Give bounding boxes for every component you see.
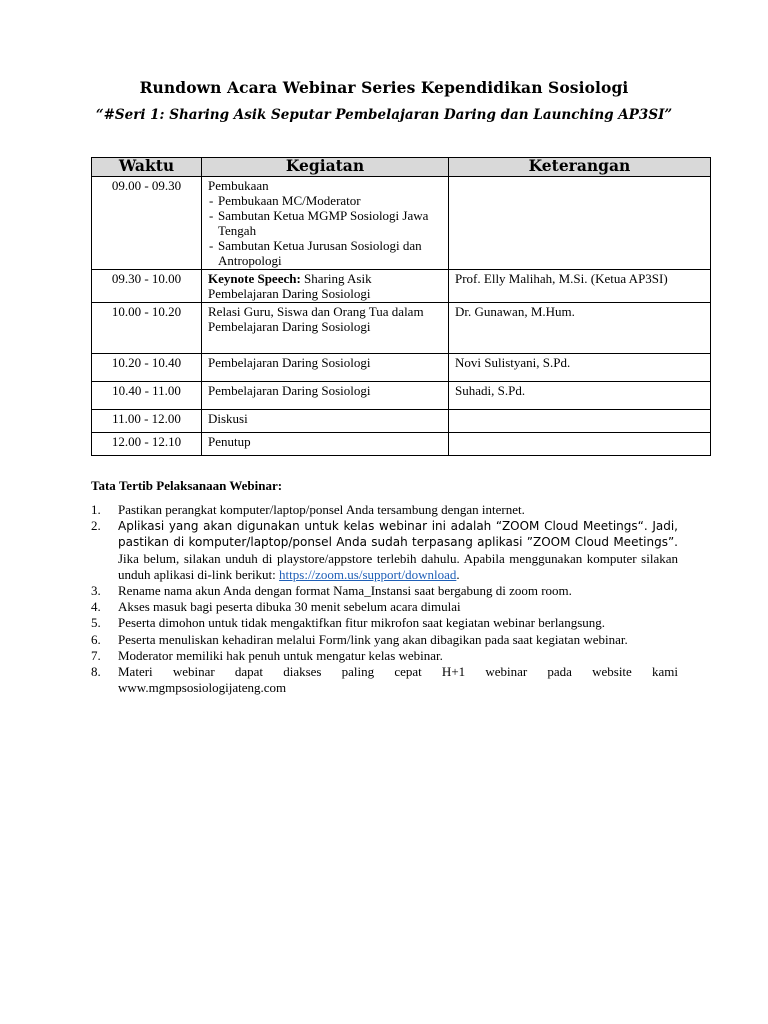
item-text: Peserta dimohon untuk tidak mengaktifkan fitur mikrofon saat kegiatan webinar berlangsung. [118,615,606,631]
list-item [91,518,678,583]
item-number: 3. [91,583,101,599]
item-number: 4. [91,599,101,615]
list-item [91,599,678,615]
list-item [91,648,678,664]
time-cell: 09.30 - 10.00 [92,270,202,303]
note-cell [449,177,711,270]
list-item [91,664,678,696]
note-cell: Novi Sulistyani, S.Pd. [449,354,711,382]
table-row [92,303,711,354]
list-item: - Sambutan Ketua MGMP Sosiologi Jawa Tengah [208,208,442,238]
table-row [92,410,711,433]
item-text: Rename nama akun Anda dengan format Nama_Instansi saat bergabung di zoom room. [118,583,572,599]
item-text: Peserta menuliskan kehadiran melalui Form/link yang akan dibagikan pada saat kegiatan webinar. [118,631,628,647]
activity-cell: Pembelajaran Daring Sosiologi [202,354,449,382]
activity-cell: Diskusi [202,410,449,433]
time-cell: 09.00 - 09.30 [92,177,202,270]
time-cell: 11.00 - 12.00 [92,410,202,433]
list-item [91,583,678,599]
time-cell: 10.00 - 10.20 [92,303,202,354]
item-text-end: . [456,566,460,582]
table-header-row [92,158,711,177]
list-item [91,615,678,631]
time-cell: 10.20 - 10.40 [92,354,202,382]
document-subtitle: “#Seri 1: Sharing Asik Seputar Pembelajaran Daring dan Launching AP3SI” [95,107,673,123]
rules-title: Tata Tertib Pelaksanaan Webinar: [91,478,283,493]
note-cell: Suhadi, S.Pd. [449,382,711,410]
item-number: 6. [91,631,101,647]
activity-cell [202,177,449,270]
table-row [92,433,711,456]
item-text: Pastikan perangkat komputer/laptop/ponsel Anda tersambung dengan internet. [118,502,525,517]
activity-text: Sharing Asik Pembelajaran Daring Sosiologi [208,271,372,301]
header-kegiatan: Kegiatan [202,158,449,177]
rundown-table [91,157,711,456]
item-number: 2. [91,518,101,534]
table-row [92,270,711,303]
table-row [92,382,711,410]
item-text: Akses masuk bagi peserta dibuka 30 menit sebelum acara dimulai [118,599,461,615]
keynote-label: Keynote Speech: [208,271,301,286]
item-number: 8. [91,664,101,680]
activity-cell [202,270,449,303]
item-number: 1. [91,502,101,517]
item-number: 7. [91,647,101,663]
item-text: Aplikasi yang akan digunakan untuk kelas webinar ini adalah “ZOOM Cloud Meetings“. Jadi, pastikan di komputer/laptop/ponsel Anda sudah terpasang aplikasi ”ZOOM Cloud Meetings”. [118,519,678,550]
table-row [92,177,711,270]
activity-cell: Pembelajaran Daring Sosiologi [202,382,449,410]
table-row [92,354,711,382]
header-waktu: Waktu [92,158,202,177]
item-text: Moderator memiliki hak penuh untuk mengatur kelas webinar. [118,647,443,663]
list-item: - Sambutan Ketua Jurusan Sosiologi dan Antropologi [208,238,442,268]
document-title: Rundown Acara Webinar Series Kependidikan Sosiologi [139,78,629,97]
rules-list [91,502,678,696]
header-keterangan: Keterangan [449,158,711,177]
note-cell [449,410,711,433]
item-text-continued: Jika belum, silakan unduh di playstore/appstore terlebih dahulu. Apabila menggunakan komputer silakan unduh aplikasi di-link berikut: [118,550,678,582]
zoom-download-link[interactable]: https://zoom.us/support/download [279,566,457,582]
note-cell [449,433,711,456]
time-cell: 12.00 - 12.10 [92,433,202,456]
activity-cell: Relasi Guru, Siswa dan Orang Tua dalam Pembelajaran Daring Sosiologi [202,303,449,354]
list-item [91,632,678,648]
activity-sub-list [208,193,442,268]
list-item: - Pembukaan MC/Moderator [208,193,442,208]
time-cell: 10.40 - 11.00 [92,382,202,410]
activity-text: Pembukaan [208,178,269,193]
activity-cell: Penutup [202,433,449,456]
list-item [91,502,678,518]
note-cell: Prof. Elly Malihah, M.Si. (Ketua AP3SI) [449,270,711,303]
note-cell: Dr. Gunawan, M.Hum. [449,303,711,354]
item-number: 5. [91,615,101,631]
item-text: Materi webinar dapat diakses paling cepat H+1 webinar pada website kami www.mgmpsosiologijateng.com [118,664,678,696]
